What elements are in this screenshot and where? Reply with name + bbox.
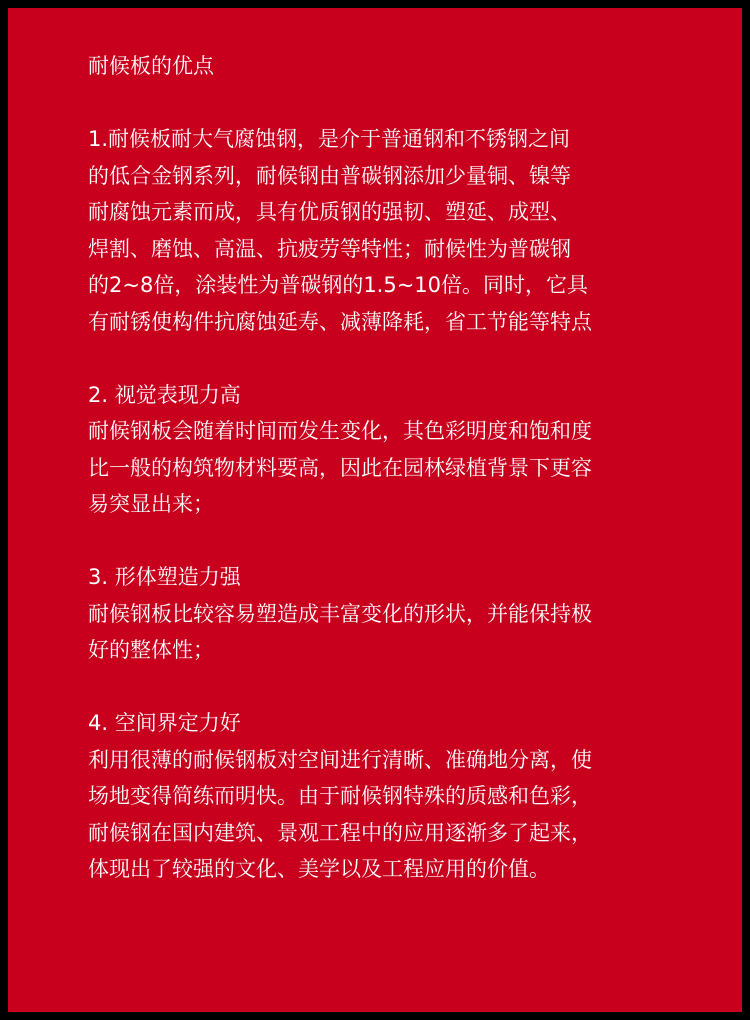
article-body (88, 48, 668, 888)
section-2-line: 易突显出来； (88, 492, 214, 516)
section-4-line: 场地变得简练而明快。由于耐候钢特殊的质感和色彩， (88, 784, 592, 808)
section-1-line: 1.耐候板耐大气腐蚀钢，是介于普通钢和不锈钢之间 (88, 127, 571, 151)
section-3-heading: 3. 形体塑造力强 (88, 565, 241, 589)
section-4-heading: 4. 空间界定力好 (88, 711, 241, 735)
section-1-line: 焊割、磨蚀、高温、抗疲劳等特性；耐候性为普碳钢 (88, 236, 571, 261)
section-2 (88, 377, 668, 523)
section-1-line: 有耐锈使构件抗腐蚀延寿、减薄降耗，省工节能等特点 (88, 309, 592, 334)
section-3 (88, 559, 668, 669)
content-panel (8, 8, 742, 1012)
section-4-line: 利用很薄的耐候钢板对空间进行清晰、准确地分离，使 (88, 747, 592, 772)
section-3-line: 好的整体性； (88, 638, 214, 662)
section-1-line: 耐腐蚀元素而成，具有优质钢的强韧、塑延、成型、 (88, 200, 571, 224)
section-2-line: 比一般的构筑物材料要高，因此在园林绿植背景下更容 (88, 455, 592, 480)
section-2-line: 耐候钢板会随着时间而发生变化，其色彩明度和饱和度 (88, 419, 592, 443)
section-3-line: 耐候钢板比较容易塑造成丰富变化的形状，并能保持极 (88, 601, 592, 626)
section-4 (88, 705, 668, 888)
section-1-line: 的低合金钢系列，耐候钢由普碳钢添加少量铜、镍等 (88, 163, 571, 188)
article-title: 耐候板的优点 (88, 54, 214, 78)
section-1 (88, 121, 668, 340)
section-2-heading: 2. 视觉表现力高 (88, 382, 241, 407)
section-4-line: 耐候钢在国内建筑、景观工程中的应用逐渐多了起来， (88, 820, 592, 845)
section-4-line: 体现出了较强的文化、美学以及工程应用的价值。 (88, 857, 550, 881)
section-1-line: 的2~8倍，涂装性为普碳钢的1.5~10倍。同时，它具 (88, 273, 589, 297)
